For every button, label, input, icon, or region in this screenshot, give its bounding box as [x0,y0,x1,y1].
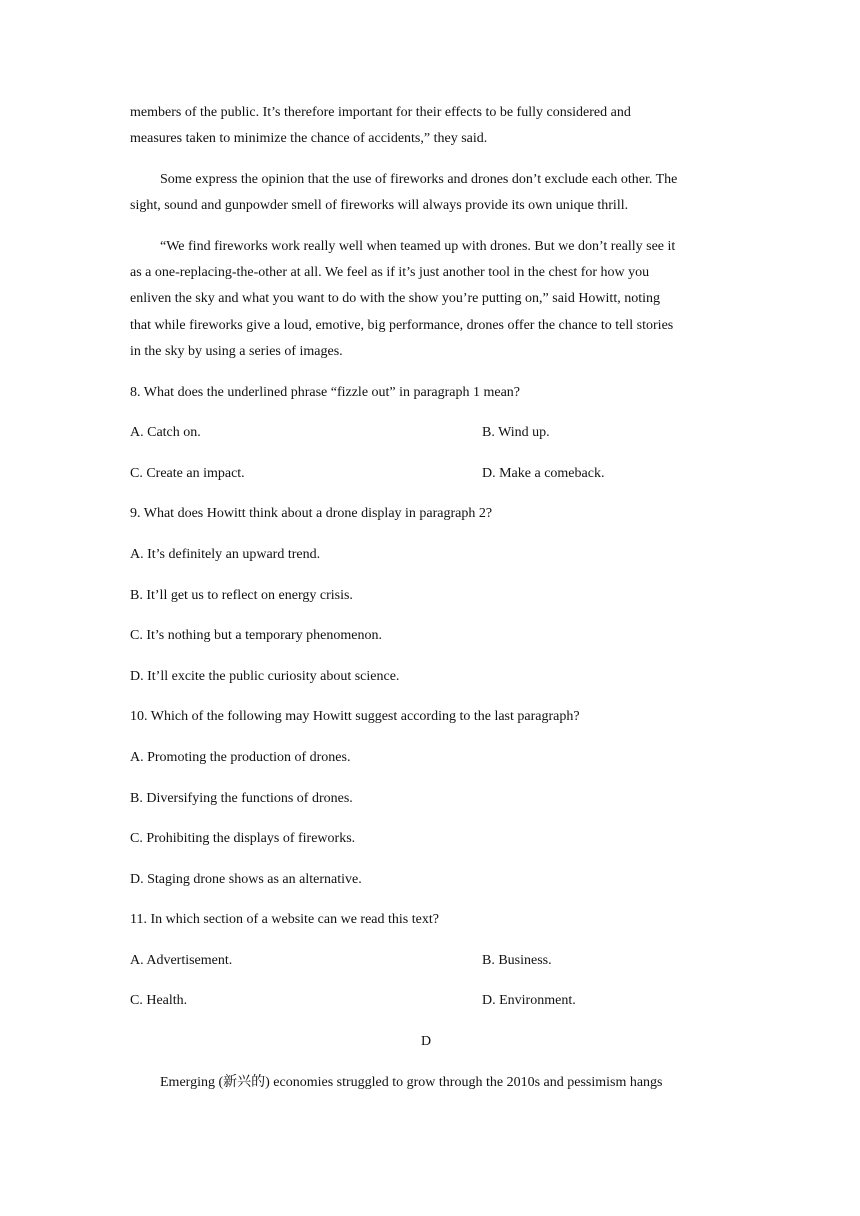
question-11-stem: 11. In which section of a website can we read this text? [130,912,439,928]
question-8-option-a: A. Catch on. [130,425,201,441]
question-8-option-b: B. Wind up. [482,425,550,441]
question-8-options-row-1 [130,420,722,446]
question-10-option-b: B. Diversifying the functions of drones. [130,790,353,806]
passage-paragraph-3 [130,234,722,365]
text-line: “We find fireworks work really well when teamed up with drones. But we don’t really see it [160,238,676,254]
question-11-option-b: B. Business. [482,952,552,968]
question-8-options-row-2 [130,461,722,487]
text-line: Some express the opinion that the use of fireworks and drones don’t exclude each other. The [160,171,678,187]
question-8-stem: 8. What does the underlined phrase “fizzle out” in paragraph 1 mean? [130,384,521,400]
question-10-option-d: D. Staging drone shows as an alternative. [130,871,362,887]
question-10-stem: 10. Which of the following may Howitt suggest according to the last paragraph? [130,709,580,725]
section-heading-d: D [420,1034,432,1050]
question-11-options-row-1 [130,948,722,974]
question-8-option-d: D. Make a comeback. [482,465,605,481]
question-9-option-c: C. It’s nothing but a temporary phenomenon. [130,628,382,644]
document-page [130,100,722,1096]
passage-paragraph-2 [130,167,722,220]
question-11-option-a: A. Advertisement. [130,952,233,968]
question-11-option-c: C. Health. [130,993,188,1009]
text-line: measures taken to minimize the chance of accidents,” they said. [130,131,488,147]
question-9-option-b: B. It’ll get us to reflect on energy crisis. [130,587,353,603]
text-line: that while fireworks give a loud, emotive, big performance, drones offer the chance to tell stories [130,317,674,333]
question-11-options-row-2 [130,988,722,1014]
question-10-option-a: A. Promoting the production of drones. [130,749,351,765]
text-line: enliven the sky and what you want to do with the show you’re putting on,” said Howitt, noting [130,291,660,307]
text-line: members of the public. It’s therefore important for their effects to be fully considered and [130,105,631,120]
question-11-option-d: D. Environment. [482,993,576,1009]
question-9-option-d: D. It’ll excite the public curiosity about science. [130,668,400,684]
text-line: in the sky by using a series of images. [130,343,343,359]
question-9-stem: 9. What does Howitt think about a drone display in paragraph 2? [130,506,493,522]
question-10-option-c: C. Prohibiting the displays of fireworks. [130,831,356,847]
question-8-option-c: C. Create an impact. [130,465,245,481]
passage-paragraph-1 [130,100,722,153]
question-9-option-a: A. It’s definitely an upward trend. [130,546,321,562]
text-line: sight, sound and gunpowder smell of fireworks will always provide its own unique thrill. [130,198,629,214]
section-d-first-line: Emerging (新兴的) economies struggled to grow through the 2010s and pessimism hangs [160,1074,663,1090]
text-line: as a one-replacing-the-other at all. We feel as if it’s just another tool in the chest for how you [130,265,650,281]
